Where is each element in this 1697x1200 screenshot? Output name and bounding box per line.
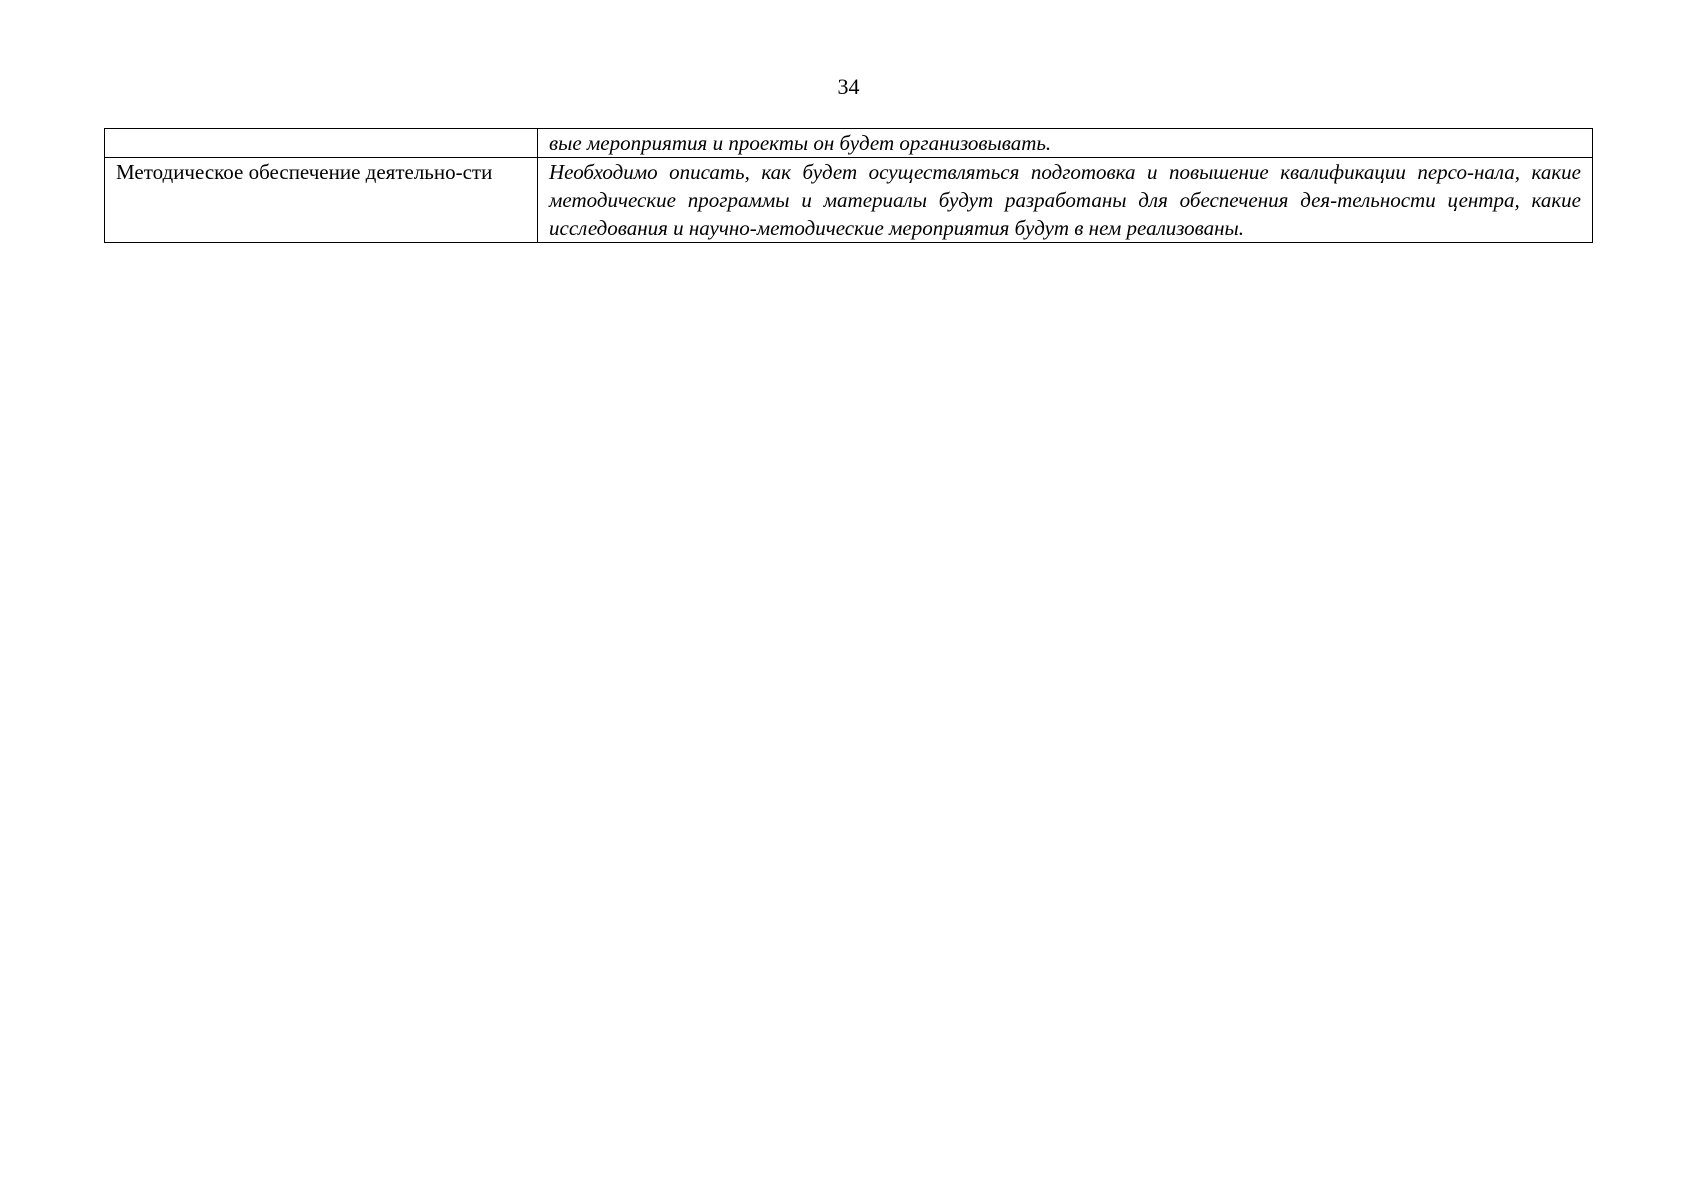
row-text-cell: вые мероприятия и проекты он будет организовывать. <box>538 129 1593 158</box>
content-table <box>104 128 1593 243</box>
table-row <box>105 158 1593 243</box>
table-row <box>105 129 1593 158</box>
row-text-cell: Необходимо описать, как будет осуществляться подготовка и повышение квалификации персо-нала, какие методические программы и материалы будут разработаны для обеспечения дея-тельности центра, какие исследования и научно-методические мероприятия будут в нем реализованы. <box>538 158 1593 243</box>
row-label-cell: Методическое обеспечение деятельно-сти <box>105 158 538 243</box>
row-label-cell <box>105 129 538 158</box>
page-number: 34 <box>837 74 860 99</box>
